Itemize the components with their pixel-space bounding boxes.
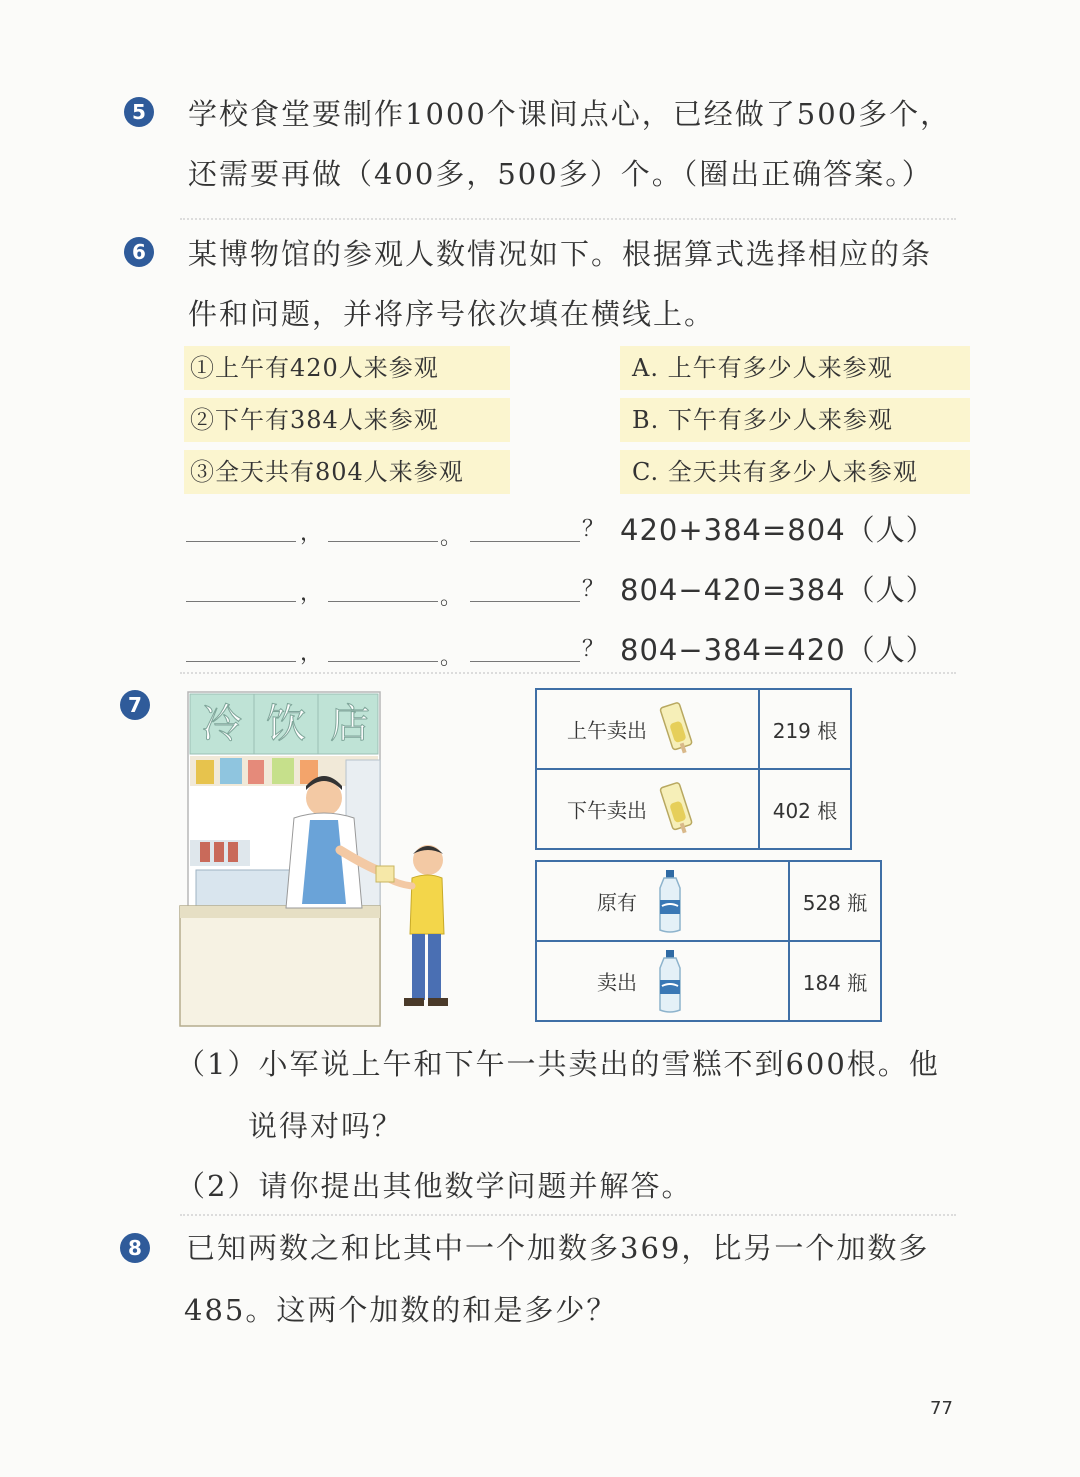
table-cell — [536, 941, 789, 1021]
question-7-part-1-line-2: 说得对吗？ — [248, 1109, 404, 1143]
question-mark: ？ — [582, 517, 605, 542]
condition-3: ③全天共有804人来参观 — [184, 450, 510, 494]
divider — [180, 672, 956, 674]
answer-blank[interactable] — [470, 661, 580, 662]
question-7-part-1-line-1: （1）小军说上午和下午一共卖出的雪糕不到600根。他 — [176, 1047, 940, 1081]
shop-sign — [190, 694, 382, 754]
table-cell — [536, 861, 789, 941]
table-cell — [536, 769, 759, 849]
question-8-badge: 8 — [120, 1233, 150, 1263]
page-number: 77 — [930, 1398, 953, 1419]
popsicle-icon — [659, 780, 695, 838]
question-7-badge: 7 — [120, 690, 150, 720]
period: 。 — [440, 585, 463, 610]
divider — [180, 218, 956, 220]
row-label: 下午卖出 — [567, 798, 647, 823]
water-bottle-icon — [655, 948, 685, 1014]
question-6-badge: 6 — [124, 237, 154, 267]
question-6-line-2: 件和问题，并将序号依次填在横线上。 — [188, 297, 716, 331]
water-bottle-icon — [655, 868, 685, 934]
answer-blank[interactable] — [186, 541, 296, 542]
question-option-a: A. 上午有多少人来参观 — [620, 346, 970, 390]
comma: ， — [300, 581, 323, 606]
answer-blank[interactable] — [470, 601, 580, 602]
question-5-line-1: 学校食堂要制作1000个课间点心，已经做了500多个， — [188, 97, 952, 131]
condition-1: ①上午有420人来参观 — [184, 346, 510, 390]
row-label: 原有 — [597, 890, 637, 915]
question-5-line-2: 还需要再做（400多，500多）个。（圈出正确答案。） — [188, 157, 933, 191]
question-7-part-2: （2）请你提出其他数学问题并解答。 — [176, 1169, 693, 1203]
popsicle-icon — [659, 700, 695, 758]
question-8-line-2: 485。这两个加数的和是多少？ — [184, 1293, 618, 1327]
equation-3: 804−384=420（人） — [620, 633, 936, 667]
equation-2: 804−420=384（人） — [620, 573, 936, 607]
table-cell-value: 219 根 — [759, 689, 851, 769]
question-mark: ？ — [582, 637, 605, 662]
question-option-c: C. 全天共有多少人来参观 — [620, 450, 970, 494]
answer-blank[interactable] — [328, 661, 438, 662]
table-cell-value: 184 瓶 — [789, 941, 881, 1021]
comma: ， — [300, 521, 323, 546]
question-8-line-1: 已知两数之和比其中一个加数多369，比另一个加数多 — [186, 1231, 930, 1265]
shop-sign-char: 饮 — [266, 701, 306, 747]
period: 。 — [440, 525, 463, 550]
question-6-line-1: 某博物馆的参观人数情况如下。根据算式选择相应的条 — [188, 237, 933, 271]
table-cell-value: 402 根 — [759, 769, 851, 849]
row-label: 卖出 — [597, 970, 637, 995]
shop-sign-char: 店 — [330, 701, 370, 747]
answer-blank[interactable] — [470, 541, 580, 542]
table-row — [536, 941, 881, 1021]
table-row — [536, 769, 851, 849]
answer-blank[interactable] — [328, 601, 438, 602]
answer-blank[interactable] — [186, 661, 296, 662]
table-row — [536, 861, 881, 941]
question-option-b: B. 下午有多少人来参观 — [620, 398, 970, 442]
equation-1: 420+384=804（人） — [620, 513, 936, 547]
answer-blank[interactable] — [186, 601, 296, 602]
shop-sign-char: 冷 — [202, 701, 242, 747]
table-cell — [536, 689, 759, 769]
comma: ， — [300, 641, 323, 666]
answer-blank[interactable] — [328, 541, 438, 542]
question-5-badge: 5 — [124, 97, 154, 127]
water-sales-table — [535, 860, 882, 1022]
row-label: 上午卖出 — [567, 718, 647, 743]
table-row — [536, 689, 851, 769]
question-mark: ？ — [582, 577, 605, 602]
table-cell-value: 528 瓶 — [789, 861, 881, 941]
condition-2: ②下午有384人来参观 — [184, 398, 510, 442]
ice-cream-sales-table — [535, 688, 852, 850]
period: 。 — [440, 645, 463, 670]
divider — [180, 1214, 956, 1216]
